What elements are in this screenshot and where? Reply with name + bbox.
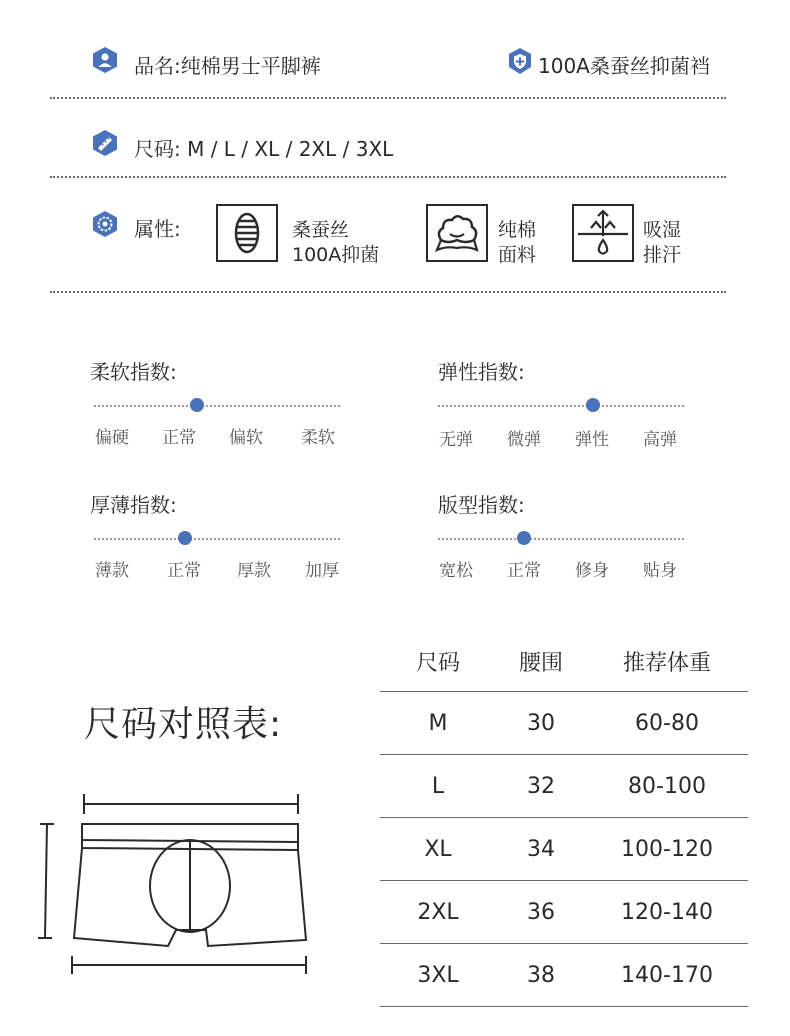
table-row — [380, 818, 748, 881]
antibacterial-badge: 100A桑蚕丝抑菌裆 — [538, 54, 710, 78]
divider — [50, 176, 726, 178]
waist-cell: 38 — [527, 962, 555, 988]
boxer-brief-diagram — [34, 790, 320, 986]
table-row — [380, 881, 748, 944]
weight-cell: 100-120 — [621, 836, 713, 862]
waist-cell: 34 — [527, 836, 555, 862]
divider — [50, 291, 726, 293]
size-cell: M — [428, 710, 448, 736]
ruler-icon — [92, 129, 118, 161]
table-row — [380, 692, 748, 755]
column-header-weight: 推荐体重 — [622, 651, 711, 676]
thickness-option: 正常 — [167, 561, 201, 581]
softness-option: 柔软 — [301, 428, 335, 448]
thickness-scale-track — [94, 538, 340, 540]
waist-cell: 30 — [527, 710, 555, 736]
size-list: 尺码: M / L / XL / 2XL / 3XL — [134, 137, 394, 161]
weight-cell: 80-100 — [628, 773, 706, 799]
weight-cell: 140-170 — [621, 962, 713, 988]
size-chart-title: 尺码对照表: — [84, 704, 283, 745]
moisture-wicking-icon — [572, 204, 634, 262]
divider — [50, 97, 726, 99]
fit-option: 贴身 — [643, 561, 677, 581]
size-cell: 3XL — [417, 962, 459, 988]
fit-option: 修身 — [575, 561, 609, 581]
thickness-scale-marker — [178, 531, 192, 545]
size-cell: XL — [424, 836, 452, 862]
elasticity-scale-marker — [586, 398, 600, 412]
cotton-icon — [426, 204, 488, 262]
thickness-option: 加厚 — [305, 561, 339, 581]
attribute-1-line1: 桑蚕丝 — [292, 219, 350, 241]
attribute-2-line2: 面料 — [498, 244, 537, 266]
waist-cell: 36 — [527, 899, 555, 925]
elasticity-option: 弹性 — [575, 430, 609, 450]
softness-option: 偏硬 — [95, 428, 129, 448]
fit-index-title: 版型指数: — [438, 493, 525, 517]
table-header — [380, 632, 748, 692]
size-cell: 2XL — [417, 899, 459, 925]
user-icon — [92, 46, 118, 78]
elasticity-index-title: 弹性指数: — [438, 360, 525, 384]
weight-cell: 60-80 — [635, 710, 699, 736]
table-row — [380, 944, 748, 1007]
attribute-icon — [92, 210, 118, 242]
weight-cell: 120-140 — [621, 899, 713, 925]
silk-cocoon-icon — [216, 204, 278, 262]
table-row — [380, 755, 748, 818]
attribute-label: 属性: — [134, 217, 181, 241]
softness-scale-marker — [190, 398, 204, 412]
fit-option: 正常 — [507, 561, 541, 581]
elasticity-option: 高弹 — [643, 430, 677, 450]
attribute-2-line1: 纯棉 — [498, 219, 537, 241]
thickness-index-title: 厚薄指数: — [90, 493, 177, 517]
column-header-size: 尺码 — [415, 651, 460, 676]
fit-scale-track — [438, 538, 684, 540]
softness-option: 正常 — [162, 428, 196, 448]
column-header-waist: 腰围 — [518, 651, 563, 676]
fit-scale-marker — [517, 531, 531, 545]
thickness-option: 厚款 — [237, 561, 271, 581]
softness-index-title: 柔软指数: — [90, 360, 177, 384]
size-cell: L — [431, 773, 445, 799]
shield-icon — [508, 47, 532, 79]
product-name: 品名:纯棉男士平脚裤 — [134, 54, 321, 78]
elasticity-option: 无弹 — [439, 430, 473, 450]
elasticity-scale-track — [438, 405, 684, 407]
fit-option: 宽松 — [439, 561, 473, 581]
thickness-option: 薄款 — [95, 561, 129, 581]
waist-cell: 32 — [527, 773, 555, 799]
softness-scale-track — [94, 405, 340, 407]
attribute-3-line2: 排汗 — [643, 244, 682, 266]
elasticity-option: 微弹 — [507, 430, 541, 450]
attribute-1-line2: 100A抑菌 — [292, 244, 380, 266]
attribute-3-line1: 吸湿 — [643, 219, 682, 241]
softness-option: 偏软 — [229, 428, 263, 448]
size-table — [380, 632, 748, 1007]
